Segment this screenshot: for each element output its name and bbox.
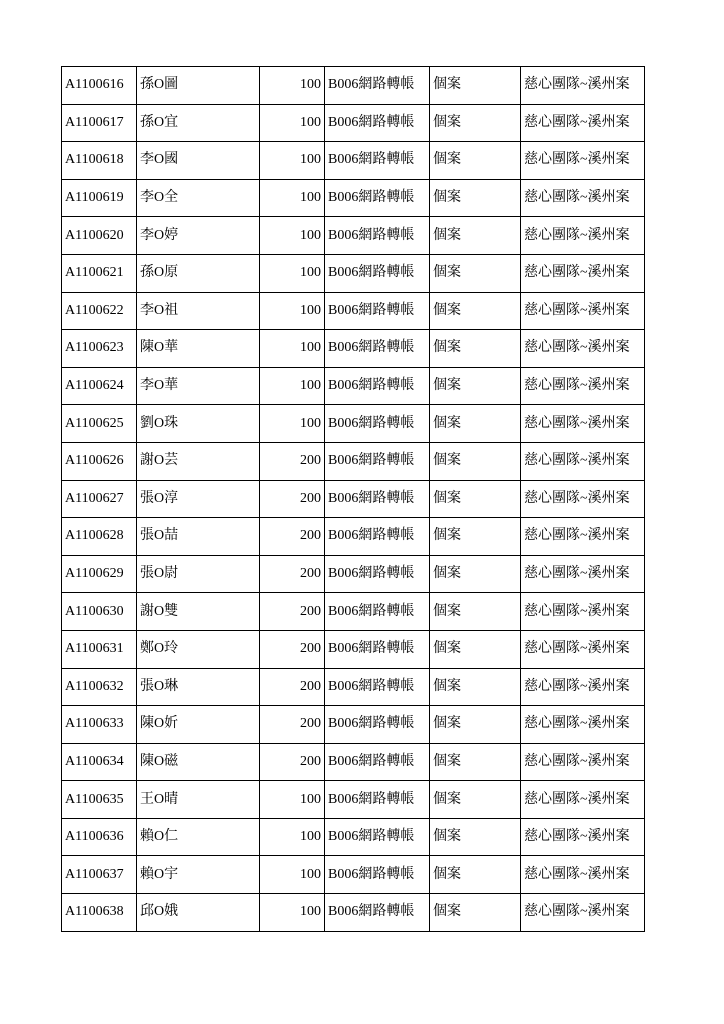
amount-cell: 100 — [260, 856, 325, 894]
payment-method-cell: B006網路轉帳 — [325, 254, 430, 292]
receipt-id-cell: A1100625 — [62, 405, 137, 443]
table-row — [62, 856, 645, 894]
amount-cell: 100 — [260, 405, 325, 443]
receipt-id-cell: A1100633 — [62, 706, 137, 744]
receipt-id-cell: A1100622 — [62, 292, 137, 330]
donor-name-cell: 張O尉 — [137, 555, 260, 593]
receipt-id-cell: A1100630 — [62, 593, 137, 631]
receipt-id-cell: A1100621 — [62, 254, 137, 292]
donation-ledger-table — [61, 66, 645, 932]
donor-name-cell: 張O喆 — [137, 518, 260, 556]
donation-ledger-page — [61, 66, 645, 932]
receipt-id-cell: A1100634 — [62, 743, 137, 781]
donation-type-cell: 個案 — [430, 330, 521, 368]
payment-method-cell: B006網路轉帳 — [325, 104, 430, 142]
payment-method-cell: B006網路轉帳 — [325, 555, 430, 593]
table-row — [62, 518, 645, 556]
donor-name-cell: 陳O妡 — [137, 706, 260, 744]
donation-type-cell: 個案 — [430, 781, 521, 819]
project-cell: 慈心團隊~溪州案 — [521, 104, 645, 142]
amount-cell: 100 — [260, 367, 325, 405]
payment-method-cell: B006網路轉帳 — [325, 856, 430, 894]
donor-name-cell: 賴O仁 — [137, 818, 260, 856]
donor-name-cell: 陳O華 — [137, 330, 260, 368]
donor-name-cell: 鄭O玲 — [137, 630, 260, 668]
amount-cell: 100 — [260, 894, 325, 932]
payment-method-cell: B006網路轉帳 — [325, 405, 430, 443]
table-row — [62, 217, 645, 255]
table-row — [62, 743, 645, 781]
donor-name-cell: 李O祖 — [137, 292, 260, 330]
project-cell: 慈心團隊~溪州案 — [521, 818, 645, 856]
payment-method-cell: B006網路轉帳 — [325, 743, 430, 781]
table-row — [62, 894, 645, 932]
payment-method-cell: B006網路轉帳 — [325, 442, 430, 480]
table-row — [62, 142, 645, 180]
payment-method-cell: B006網路轉帳 — [325, 706, 430, 744]
payment-method-cell: B006網路轉帳 — [325, 67, 430, 105]
receipt-id-cell: A1100624 — [62, 367, 137, 405]
amount-cell: 100 — [260, 818, 325, 856]
amount-cell: 200 — [260, 630, 325, 668]
project-cell: 慈心團隊~溪州案 — [521, 555, 645, 593]
donor-name-cell: 孫O原 — [137, 254, 260, 292]
donor-name-cell: 李O華 — [137, 367, 260, 405]
receipt-id-cell: A1100626 — [62, 442, 137, 480]
project-cell: 慈心團隊~溪州案 — [521, 405, 645, 443]
payment-method-cell: B006網路轉帳 — [325, 179, 430, 217]
project-cell: 慈心團隊~溪州案 — [521, 706, 645, 744]
payment-method-cell: B006網路轉帳 — [325, 367, 430, 405]
amount-cell: 100 — [260, 104, 325, 142]
project-cell: 慈心團隊~溪州案 — [521, 367, 645, 405]
donation-type-cell: 個案 — [430, 818, 521, 856]
project-cell: 慈心團隊~溪州案 — [521, 894, 645, 932]
amount-cell: 200 — [260, 442, 325, 480]
payment-method-cell: B006網路轉帳 — [325, 894, 430, 932]
table-row — [62, 405, 645, 443]
project-cell: 慈心團隊~溪州案 — [521, 67, 645, 105]
amount-cell: 200 — [260, 706, 325, 744]
payment-method-cell: B006網路轉帳 — [325, 217, 430, 255]
project-cell: 慈心團隊~溪州案 — [521, 593, 645, 631]
receipt-id-cell: A1100637 — [62, 856, 137, 894]
donor-name-cell: 謝O芸 — [137, 442, 260, 480]
table-row — [62, 818, 645, 856]
payment-method-cell: B006網路轉帳 — [325, 292, 430, 330]
table-row — [62, 668, 645, 706]
receipt-id-cell: A1100629 — [62, 555, 137, 593]
payment-method-cell: B006網路轉帳 — [325, 142, 430, 180]
project-cell: 慈心團隊~溪州案 — [521, 856, 645, 894]
receipt-id-cell: A1100619 — [62, 179, 137, 217]
donation-type-cell: 個案 — [430, 217, 521, 255]
payment-method-cell: B006網路轉帳 — [325, 668, 430, 706]
donation-type-cell: 個案 — [430, 894, 521, 932]
payment-method-cell: B006網路轉帳 — [325, 630, 430, 668]
donor-name-cell: 邱O娥 — [137, 894, 260, 932]
project-cell: 慈心團隊~溪州案 — [521, 292, 645, 330]
donation-type-cell: 個案 — [430, 367, 521, 405]
receipt-id-cell: A1100623 — [62, 330, 137, 368]
project-cell: 慈心團隊~溪州案 — [521, 179, 645, 217]
donor-name-cell: 張O琳 — [137, 668, 260, 706]
donation-type-cell: 個案 — [430, 593, 521, 631]
donor-name-cell: 陳O磁 — [137, 743, 260, 781]
payment-method-cell: B006網路轉帳 — [325, 818, 430, 856]
project-cell: 慈心團隊~溪州案 — [521, 518, 645, 556]
donation-type-cell: 個案 — [430, 668, 521, 706]
payment-method-cell: B006網路轉帳 — [325, 480, 430, 518]
donation-type-cell: 個案 — [430, 142, 521, 180]
payment-method-cell: B006網路轉帳 — [325, 781, 430, 819]
table-row — [62, 330, 645, 368]
project-cell: 慈心團隊~溪州案 — [521, 330, 645, 368]
receipt-id-cell: A1100636 — [62, 818, 137, 856]
donation-type-cell: 個案 — [430, 179, 521, 217]
project-cell: 慈心團隊~溪州案 — [521, 442, 645, 480]
project-cell: 慈心團隊~溪州案 — [521, 480, 645, 518]
payment-method-cell: B006網路轉帳 — [325, 330, 430, 368]
receipt-id-cell: A1100632 — [62, 668, 137, 706]
table-row — [62, 67, 645, 105]
amount-cell: 200 — [260, 480, 325, 518]
table-row — [62, 254, 645, 292]
donation-type-cell: 個案 — [430, 104, 521, 142]
amount-cell: 100 — [260, 781, 325, 819]
donation-type-cell: 個案 — [430, 67, 521, 105]
donation-type-cell: 個案 — [430, 292, 521, 330]
project-cell: 慈心團隊~溪州案 — [521, 781, 645, 819]
payment-method-cell: B006網路轉帳 — [325, 518, 430, 556]
table-row — [62, 104, 645, 142]
project-cell: 慈心團隊~溪州案 — [521, 743, 645, 781]
donation-type-cell: 個案 — [430, 254, 521, 292]
table-row — [62, 442, 645, 480]
table-row — [62, 367, 645, 405]
project-cell: 慈心團隊~溪州案 — [521, 630, 645, 668]
donation-type-cell: 個案 — [430, 518, 521, 556]
donation-type-cell: 個案 — [430, 480, 521, 518]
donor-name-cell: 孫O宜 — [137, 104, 260, 142]
amount-cell: 100 — [260, 217, 325, 255]
table-row — [62, 781, 645, 819]
amount-cell: 200 — [260, 743, 325, 781]
amount-cell: 100 — [260, 292, 325, 330]
project-cell: 慈心團隊~溪州案 — [521, 142, 645, 180]
project-cell: 慈心團隊~溪州案 — [521, 217, 645, 255]
amount-cell: 100 — [260, 330, 325, 368]
receipt-id-cell: A1100620 — [62, 217, 137, 255]
table-row — [62, 480, 645, 518]
donation-type-cell: 個案 — [430, 706, 521, 744]
amount-cell: 200 — [260, 593, 325, 631]
project-cell: 慈心團隊~溪州案 — [521, 254, 645, 292]
payment-method-cell: B006網路轉帳 — [325, 593, 430, 631]
amount-cell: 200 — [260, 668, 325, 706]
receipt-id-cell: A1100617 — [62, 104, 137, 142]
donor-name-cell: 李O國 — [137, 142, 260, 180]
receipt-id-cell: A1100638 — [62, 894, 137, 932]
project-cell: 慈心團隊~溪州案 — [521, 668, 645, 706]
table-row — [62, 292, 645, 330]
amount-cell: 100 — [260, 254, 325, 292]
receipt-id-cell: A1100618 — [62, 142, 137, 180]
table-row — [62, 179, 645, 217]
table-row — [62, 555, 645, 593]
donor-name-cell: 謝O雙 — [137, 593, 260, 631]
table-row — [62, 706, 645, 744]
donation-type-cell: 個案 — [430, 555, 521, 593]
receipt-id-cell: A1100635 — [62, 781, 137, 819]
donor-name-cell: 賴O宇 — [137, 856, 260, 894]
donor-name-cell: 劉O珠 — [137, 405, 260, 443]
donor-name-cell: 孫O圖 — [137, 67, 260, 105]
amount-cell: 100 — [260, 67, 325, 105]
donor-name-cell: 王O晴 — [137, 781, 260, 819]
donation-type-cell: 個案 — [430, 743, 521, 781]
amount-cell: 100 — [260, 142, 325, 180]
amount-cell: 100 — [260, 179, 325, 217]
table-row — [62, 630, 645, 668]
donation-type-cell: 個案 — [430, 442, 521, 480]
donation-type-cell: 個案 — [430, 630, 521, 668]
donor-name-cell: 張O淳 — [137, 480, 260, 518]
receipt-id-cell: A1100616 — [62, 67, 137, 105]
donor-name-cell: 李O婷 — [137, 217, 260, 255]
receipt-id-cell: A1100631 — [62, 630, 137, 668]
donor-name-cell: 李O全 — [137, 179, 260, 217]
receipt-id-cell: A1100627 — [62, 480, 137, 518]
donation-type-cell: 個案 — [430, 405, 521, 443]
amount-cell: 200 — [260, 518, 325, 556]
amount-cell: 200 — [260, 555, 325, 593]
donation-type-cell: 個案 — [430, 856, 521, 894]
receipt-id-cell: A1100628 — [62, 518, 137, 556]
ledger-body — [62, 67, 645, 932]
table-row — [62, 593, 645, 631]
